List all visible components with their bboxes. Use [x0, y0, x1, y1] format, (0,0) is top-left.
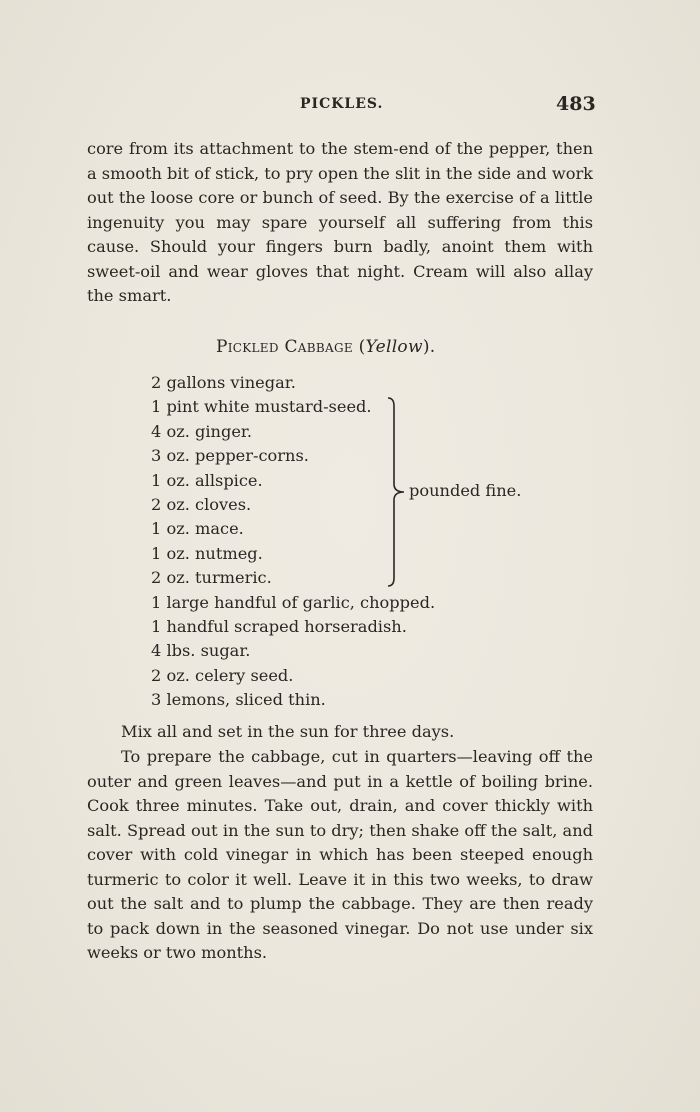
- running-header: PICKLES.: [300, 96, 384, 112]
- mix-instruction: Mix all and set in the sun for three days.: [121, 722, 455, 741]
- page-number: 483: [556, 93, 596, 115]
- recipe-title-main: Pickled Cabbage (: [216, 337, 366, 357]
- ingredient-item: 3 lemons, sliced thin.: [151, 690, 326, 710]
- ingredient-item: 2 oz. celery seed.: [151, 665, 294, 685]
- recipe-title: [216, 337, 435, 357]
- recipe-title-end: ).: [422, 337, 436, 357]
- ingredient-item: 1 oz. allspice.: [151, 470, 263, 490]
- ingredient-item: 2 gallons vinegar.: [151, 373, 296, 392]
- ingredient-item: 1 large handful of garlic, chopped.: [151, 592, 436, 612]
- recipe-title-italic: Yellow: [365, 337, 423, 357]
- preparation-paragraph: [87, 745, 593, 966]
- ingredient-item: 1 pint white mustard-seed.: [151, 397, 372, 417]
- intro-paragraph: core from its attachment to the stem-end of the pepper, then a smooth bit of stick, to pry open the slit in the side and work out the loose core or bunch of seed. By the exercise of a little ingenuity you may spare yourself all suffering from this cause. Should your fingers burn badly, anoint them with sweet-oil and wear gloves that night. Cream will also allay the smart.: [87, 139, 593, 305]
- ingredient-item: 1 handful scraped horseradish.: [151, 616, 407, 636]
- ingredient-item: 3 oz. pepper-corns.: [151, 446, 309, 466]
- preparation-text: To prepare the cabbage, cut in quarters—leaving off the outer and green leaves—and put in a kettle of boiling brine. Cook three minutes. Take out, drain, and cover thickly with salt. Spread out in the sun to dry; then shake off the salt, and cover with cold vinegar in which has been steeped enough turmeric to color it well. Leave it in this two weeks, to draw out the salt and to plump the cabbage. They are then ready to pack down in the seasoned vinegar. Do not use under six weeks or two months.: [87, 747, 593, 962]
- ingredient-item: 1 oz. mace.: [151, 519, 244, 539]
- ingredient-item: 2 oz. cloves.: [151, 494, 252, 514]
- ingredient-item: 4 lbs. sugar.: [151, 641, 251, 661]
- ingredient-item: 4 oz. ginger.: [151, 421, 253, 441]
- ingredient-item: 1 oz. nutmeg.: [151, 543, 263, 563]
- brace-label: pounded fine.: [409, 481, 522, 500]
- ingredient-item: 2 oz. turmeric.: [151, 568, 272, 588]
